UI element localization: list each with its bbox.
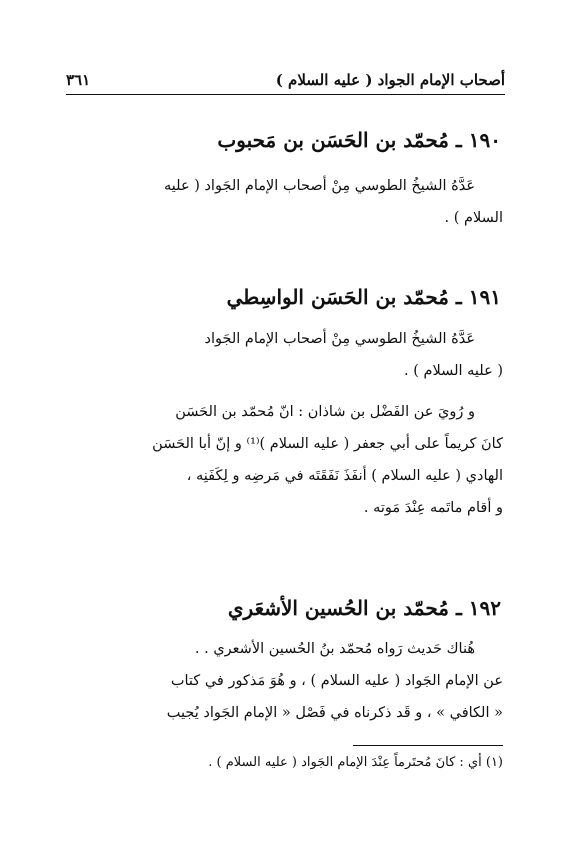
running-header bbox=[66, 68, 505, 92]
entry-title-190: ١٩٠ ـ مُحمّد بن الحَسَن بن مَحبوب bbox=[217, 128, 501, 152]
text-line: الهادي ( عليه السلام ) أنفَذَ نَفَقَتَه في مَرضِه و لِكَفَنِه ، bbox=[186, 468, 503, 484]
text-line: عن الإمام الجَواد ( عليه السلام ) ، و هُوَ مَذكور في كتاب bbox=[170, 673, 503, 689]
entry-190-paragraph bbox=[68, 170, 503, 234]
text-line: و رُويَ عن الفَضْل بن شاذان : انّ مُحمّد بن الحَسَن bbox=[175, 404, 475, 420]
entry-title-191: ١٩١ ـ مُحمّد بن الحَسَن الواسِطي bbox=[226, 285, 501, 309]
text-line: كانَ كريماً على أبي جعفر ( عليه السلام )⁽¹⁾ و إنّ أبا الحَسَن bbox=[152, 436, 503, 452]
text-line: « الكافي » ، و قَد ذكرناه في فَصْل « الإمام الجَواد يُجيب bbox=[166, 705, 503, 721]
text-line: و أقام ماتَمه عِنْدَ مَوته . bbox=[363, 500, 503, 516]
page-number: ٣٦١ bbox=[66, 71, 91, 89]
footnote-rule bbox=[353, 745, 503, 746]
text-line: السلام ) . bbox=[444, 210, 503, 226]
entry-title-192: ١٩٢ ـ مُحمّد بن الحُسين الأشعَري bbox=[227, 596, 501, 620]
entry-191-paragraph-1 bbox=[68, 323, 503, 387]
entry-192-paragraph bbox=[68, 633, 503, 729]
header-rule bbox=[66, 94, 505, 95]
footnote: (١) أي : كانَ مُحتَرماً عِنْدَ الإمام الجَواد ( عليه السلام ) . bbox=[208, 755, 503, 770]
entry-191-paragraph-2 bbox=[68, 396, 503, 524]
text-line: هُناك حَديث رَواه مُحمّد بنُ الحُسين الأشعري . . bbox=[194, 641, 475, 657]
text-line: ( عليه السلام ) . bbox=[404, 363, 503, 379]
running-title: أصحاب الإمام الجواد ( عليه السلام ) bbox=[275, 71, 505, 89]
text-line: عَدَّهُ الشيخُ الطوسي مِنْ أصحاب الإمام الجَواد bbox=[204, 331, 475, 347]
text-line: عَدَّهُ الشيخُ الطوسي مِنْ أصحاب الإمام الجَواد ( عليه bbox=[164, 178, 475, 194]
